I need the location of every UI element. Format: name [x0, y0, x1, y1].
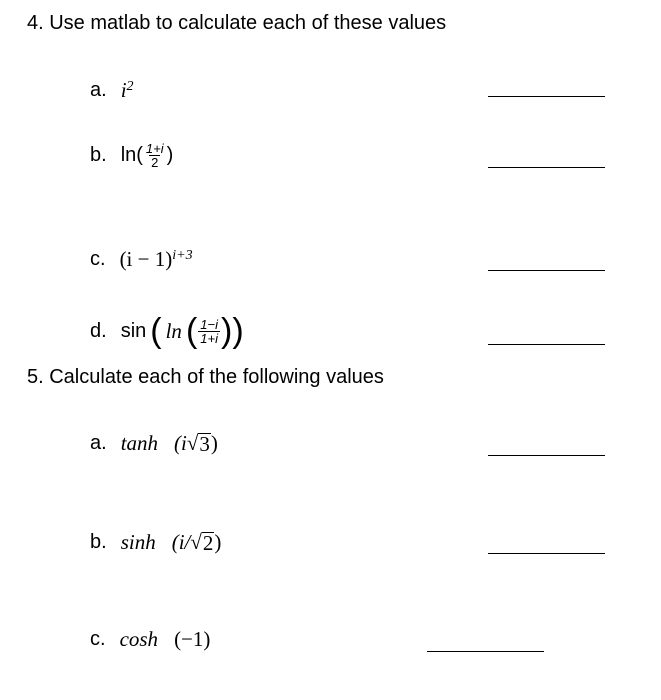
item-label: c. [90, 628, 106, 650]
expr-fn: ln( [120, 144, 143, 166]
answer-blank-4d[interactable] [488, 344, 605, 345]
sqrt [187, 431, 211, 456]
expr-fn: cosh [119, 627, 159, 651]
expr-inner-fn: ln [165, 318, 182, 343]
item-label: c. [90, 248, 106, 270]
answer-blank-4c[interactable] [488, 270, 605, 271]
radicand: 2 [202, 531, 214, 555]
paren-open: ( [185, 312, 198, 350]
expr-exponent: i+3 [172, 247, 193, 263]
expr-base: i [120, 78, 127, 102]
q4-item-d [90, 312, 244, 350]
expr-fn: sinh [120, 530, 156, 554]
question-4-heading: 4. Use matlab to calculate each of these values [27, 12, 447, 34]
expr-arg-post: ) [210, 431, 218, 455]
q5-item-b [90, 530, 221, 555]
expr-fn: tanh [120, 431, 159, 455]
q5-item-a [90, 431, 218, 456]
expr-arg: (−1) [174, 627, 211, 651]
item-label: a. [90, 79, 107, 101]
expr-fn: sin [120, 319, 147, 342]
sqrt [190, 530, 214, 555]
answer-blank-5b[interactable] [488, 553, 605, 554]
answer-blank-4b[interactable] [488, 167, 605, 168]
expr-arg-pre: (i/ [171, 530, 191, 554]
q4-item-b [90, 142, 173, 169]
expr-base: (i − 1) [119, 247, 173, 271]
fraction-denominator: 1+i [200, 330, 218, 346]
radicand: 3 [199, 432, 210, 456]
fraction-numerator: 1−i [200, 316, 218, 332]
expr-exponent: 2 [126, 78, 134, 94]
expr-arg-pre: (i [174, 431, 187, 455]
item-label: b. [90, 144, 107, 166]
paren-open: ( [150, 312, 162, 350]
radical-sign: √ [190, 530, 202, 554]
q5-item-c [90, 627, 210, 652]
expr-close: ) [166, 144, 174, 166]
expr-arg-post: ) [214, 530, 222, 554]
item-label: d. [90, 319, 107, 342]
answer-blank-5c[interactable] [427, 651, 544, 652]
item-label: b. [90, 531, 107, 553]
fraction-numerator: 1+i [145, 141, 164, 156]
paren-close: ) [220, 312, 233, 350]
answer-blank-5a[interactable] [488, 455, 605, 456]
paren-close: ) [232, 312, 244, 350]
item-label: a. [90, 432, 107, 454]
fraction [198, 318, 220, 345]
question-5-heading: 5. Calculate each of the following values [27, 366, 384, 388]
q4-item-c [90, 247, 193, 272]
fraction [144, 142, 166, 169]
fraction-denominator: 2 [151, 155, 159, 170]
answer-blank-4a[interactable] [488, 96, 605, 97]
q4-item-a [90, 78, 134, 103]
radical-sign: √ [186, 431, 199, 455]
